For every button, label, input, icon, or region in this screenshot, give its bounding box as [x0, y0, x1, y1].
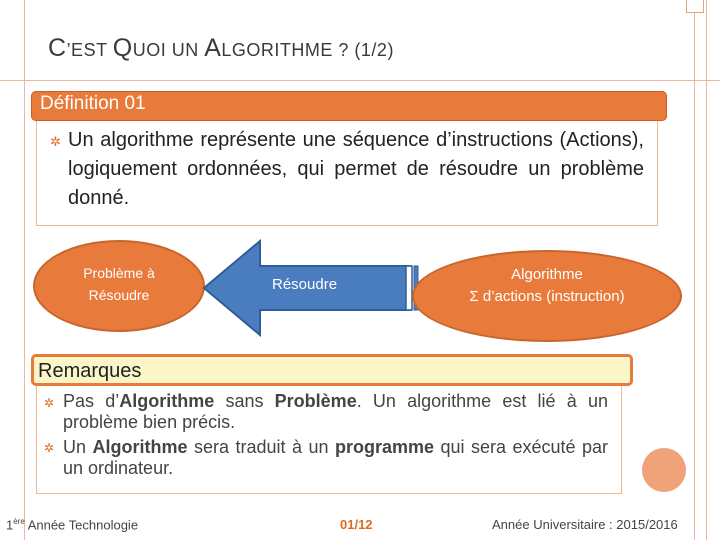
page-number: 01/12 [340, 517, 373, 532]
algorithm-label [440, 264, 654, 308]
problem-label: Problème à Résoudre [83, 265, 155, 303]
corner-tab [686, 0, 704, 13]
frame-line-left [24, 0, 25, 540]
decorative-circle [642, 448, 686, 492]
bullet-icon: ✲ [44, 396, 55, 410]
definition-text: Un algorithme représente une séquence d’instructions (Actions), logiquement ordonnées, qui permet de résoudre un problème donné. [68, 129, 644, 209]
remarques-label: Remarques [38, 360, 142, 382]
frame-line-right [694, 0, 695, 540]
remarque-item-1: Pas d’Algorithme sans Problème. Un algorithme est lié à un problème bien précis. [63, 391, 608, 432]
arrow-label: Résoudre [272, 276, 338, 293]
remarque-item-2: Un Algorithme sera traduit à un programme qui sera exécuté par un ordinateur. [63, 437, 608, 478]
algorithm-label-line2: Σ d’actions (instruction) [469, 288, 625, 305]
frame-line-title [0, 80, 720, 81]
frame-line-right-outer [706, 0, 707, 540]
algorithm-label-line1: Algorithme [511, 266, 583, 283]
bullet-icon: ✲ [50, 134, 61, 149]
definition-label: Définition 01 [40, 93, 146, 114]
footer-year: Année Universitaire : 2015/2016 [492, 517, 678, 532]
footer-course: 1ère Année Technologie [6, 517, 139, 533]
bullet-icon: ✲ [44, 441, 55, 455]
page-title: C’EST QUOI UN ALGORITHME ? (1/2) [48, 34, 394, 62]
